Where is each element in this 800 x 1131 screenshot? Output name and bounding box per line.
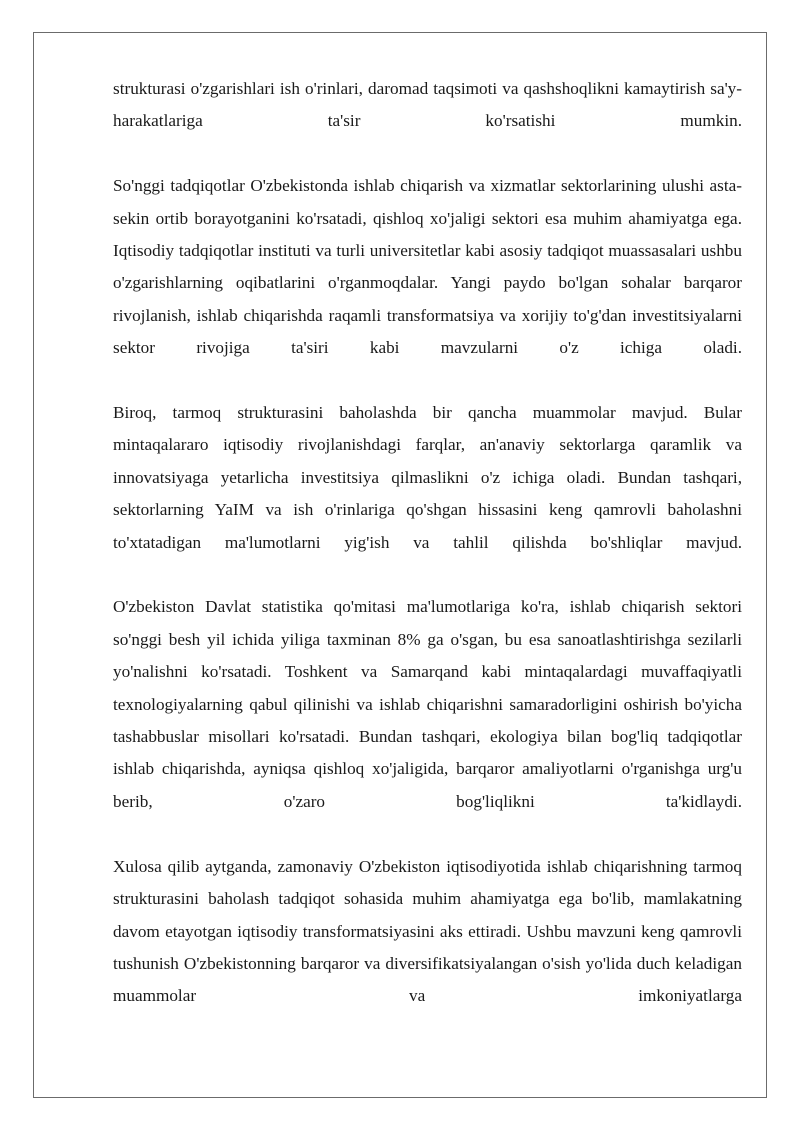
- paragraph-2: So'nggi tadqiqotlar O'zbekistonda ishlab chiqarish va xizmatlar sektorlarining ulushi asta-sekin ortib borayotganini ko'rsatadi, qishloq xo'jaligi sektori esa muhim ahamiyatga ega. Iqtisodiy tadqiqotlar instituti va turli universitetlar kabi asosiy tadqiqot muassasalari ushbu o'zgarishlarning oqibatlarini o'rganmoqdalar. Yangi paydo bo'lgan sohalar barqaror rivojlanish, ishlab chiqarishda raqamli transformatsiya va xorijiy to'g'dan investitsiyalarni sektor rivojiga ta'siri kabi mavzularni o'z ichiga oladi.: [113, 176, 742, 358]
- paragraph-1: strukturasi o'zgarishlari ish o'rinlari, daromad taqsimoti va qashshoqlikni kamaytirish sa'y-harakatlariga ta'sir ko'rsatishi mumkin.: [113, 79, 742, 131]
- paragraph-4: O'zbekiston Davlat statistika qo'mitasi ma'lumotlariga ko'ra, ishlab chiqarish sektori so'nggi besh yil ichida yiliga taxminan 8% ga o'sgan, bu esa sanoatlashtirishga sezilarli yo'nalishni ko'rsatadi. Toshkent va Samarqand kabi mintaqalardagi muvaffaqiyatli texnologiyalarning qabul qilinishi va ishlab chiqarishni samaradorligini oshirish bo'yicha tashabbuslar misollari ko'rsatadi. Bundan tashqari, ekologiya bilan bog'liq tadqiqotlar ishlab chiqarishda, ayniqsa qishloq xo'jaligida, barqaror amaliyotlarni o'rganishga urg'u berib, o'zaro bog'liqlikni ta'kidlaydi.: [113, 597, 742, 811]
- paragraph-3: Biroq, tarmoq strukturasini baholashda bir qancha muammolar mavjud. Bular mintaqalararo iqtisodiy rivojlanishdagi farqlar, an'anaviy sektorlarga qaramlik va innovatsiyaga yetarlicha investitsiya qilmaslikni o'z ichiga oladi. Bundan tashqari, sektorlarning YaIM va ish o'rinlariga qo'shgan hissasini keng qamrovli baholashni to'xtatadigan ma'lumotlarni yig'ish va tahlil qilishda bo'shliqlar mavjud.: [113, 403, 742, 552]
- paragraph-5: Xulosa qilib aytganda, zamonaviy O'zbekiston iqtisodiyotida ishlab chiqarishning tarmoq strukturasini baholash tadqiqot sohasida muhim ahamiyatga ega bo'lib, mamlakatning davom etayotgan iqtisodiy transformatsiyasini aks ettiradi. Ushbu mavzuni keng qamrovli tushunish O'zbekistonning barqaror va diversifikatsiyalangan o'sish yo'lida duch keladigan muammolar va imkoniyatlarga: [113, 856, 742, 1006]
- document-body: [113, 73, 742, 1013]
